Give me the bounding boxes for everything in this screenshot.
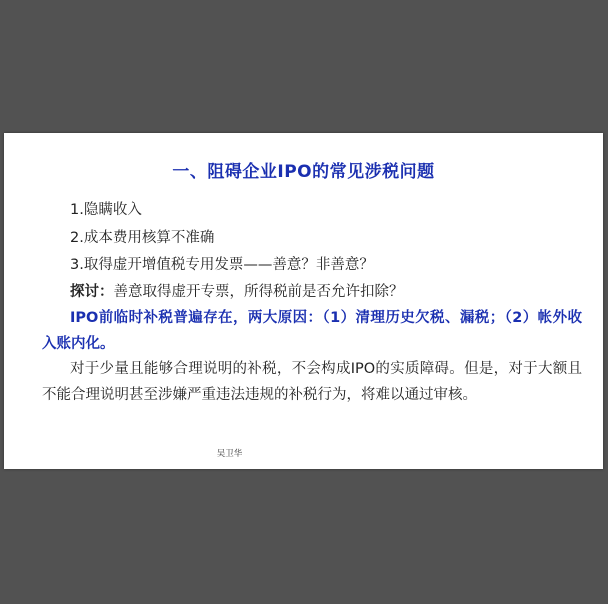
- list-item-cost-accounting: 2.成本费用核算不准确: [70, 230, 215, 246]
- document-page: [4, 133, 603, 469]
- highlight-paragraph: IPO前临时补税普遍存在，两大原因：（1）清理历史欠税、漏税；（2）帐外收入账内化。: [42, 310, 582, 352]
- body-paragraph: 对于少量且能够合理说明的补税，不会构成IPO的实质障碍。但是，对于大额且不能合理说明甚至涉嫌严重违法违规的补税行为，将难以通过审核。: [42, 361, 582, 403]
- list-item-false-invoice: 3.取得虚开增值税专用发票——善意？非善意？: [70, 257, 374, 273]
- discussion-text: 善意取得虚开专票，所得税前是否允许扣除？: [113, 284, 404, 300]
- page-footer-author: 吴卫华: [216, 449, 243, 459]
- page-title: 一、阻碍企业IPO的常见涉税问题: [172, 162, 435, 182]
- discussion-label: 探讨：: [70, 284, 114, 300]
- list-item-hidden-income: 1.隐瞒收入: [70, 202, 142, 218]
- discussion-line: [70, 280, 404, 301]
